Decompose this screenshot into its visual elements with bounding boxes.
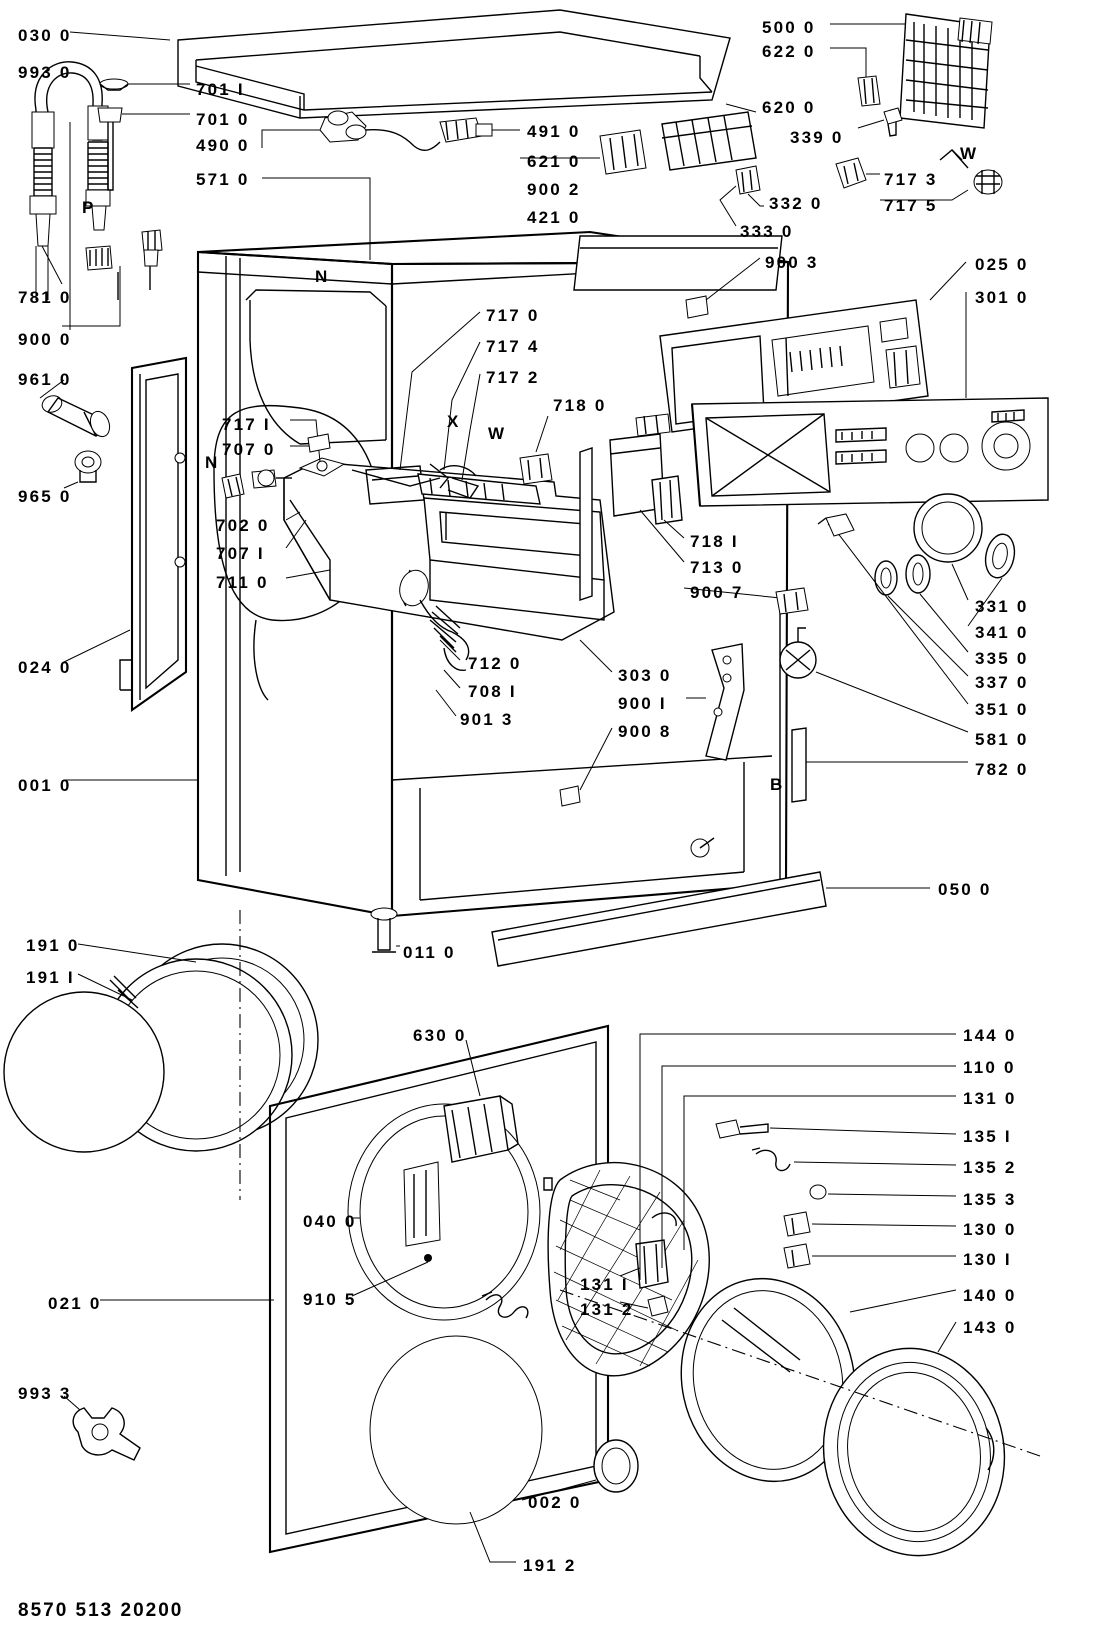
callout-131-1: 131 I xyxy=(580,1275,629,1294)
callout-421-0: 421 0 xyxy=(527,208,581,227)
callout-135-3: 135 3 xyxy=(963,1190,1017,1209)
part-701 xyxy=(98,79,190,190)
callout-718-1: 718 I xyxy=(690,532,739,551)
callout-630-0: 630 0 xyxy=(413,1026,467,1045)
callout-050-0: 050 0 xyxy=(938,880,992,899)
callout-910-5: 910 5 xyxy=(303,1290,357,1309)
callout-717-3: 717 3 xyxy=(884,170,938,189)
callout-140-0: 140 0 xyxy=(963,1286,1017,1305)
marker-w1: W xyxy=(488,424,507,443)
callout-135-1: 135 I xyxy=(963,1127,1012,1146)
callout-707-1: 707 I xyxy=(216,544,265,563)
callout-717-4: 717 4 xyxy=(486,337,540,356)
marker-p: P xyxy=(82,198,96,217)
callout-131-2: 131 2 xyxy=(580,1300,634,1319)
part-620-connector-block xyxy=(662,104,756,170)
part-500-main-board xyxy=(830,14,992,128)
callout-713-0: 713 0 xyxy=(690,558,744,577)
callout-301-0: 301 0 xyxy=(975,288,1029,307)
marker-n1: N xyxy=(315,267,330,286)
callout-701-1: 701 I xyxy=(196,80,245,99)
callout-702-0: 702 0 xyxy=(216,516,270,535)
callout-332-0: 332 0 xyxy=(769,194,823,213)
callout-491-0: 491 0 xyxy=(527,122,581,141)
callout-040-0: 040 0 xyxy=(303,1212,357,1231)
callout-782-0: 782 0 xyxy=(975,760,1029,779)
part-711-drawer-housing xyxy=(284,458,614,670)
part-024-side-panel xyxy=(64,358,186,710)
part-hose-clamps xyxy=(86,230,162,300)
callout-303-0: 303 0 xyxy=(618,666,672,685)
callout-718-0: 718 0 xyxy=(553,396,607,415)
callout-900-3: 900 3 xyxy=(765,253,819,272)
callout-490-0: 490 0 xyxy=(196,136,250,155)
callout-191-1: 191 I xyxy=(26,968,75,987)
callout-030-0: 030 0 xyxy=(18,26,72,45)
callout-021-0: 021 0 xyxy=(48,1294,102,1313)
callout-571-0: 571 0 xyxy=(196,170,250,189)
callout-717-1: 717 I xyxy=(222,415,271,434)
callout-717-0: 717 0 xyxy=(486,306,540,325)
callout-024-0: 024 0 xyxy=(18,658,72,677)
callout-717-5: 717 5 xyxy=(884,196,938,215)
callout-333-0: 333 0 xyxy=(740,222,794,241)
part-knobs-group xyxy=(780,494,1018,802)
callout-901-3: 901 3 xyxy=(460,710,514,729)
callout-130-1: 130 I xyxy=(963,1250,1012,1269)
callout-781-0: 781 0 xyxy=(18,288,72,307)
callout-131-0: 131 0 xyxy=(963,1089,1017,1108)
part-961-965 xyxy=(40,380,113,488)
callout-341-0: 341 0 xyxy=(975,623,1029,642)
callout-191-2: 191 2 xyxy=(523,1556,577,1575)
callout-144-0: 144 0 xyxy=(963,1026,1017,1045)
callout-961-0: 961 0 xyxy=(18,370,72,389)
part-900-3-rail xyxy=(574,236,782,318)
callout-025-0: 025 0 xyxy=(975,255,1029,274)
callout-900-2: 900 2 xyxy=(527,180,581,199)
callout-993-0: 993 0 xyxy=(18,63,72,82)
part-622-connector xyxy=(858,76,880,106)
part-993-3-spanner xyxy=(64,1396,140,1460)
callout-717-2: 717 2 xyxy=(486,368,540,387)
callout-135-2: 135 2 xyxy=(963,1158,1017,1177)
callout-500-0: 500 0 xyxy=(762,18,816,37)
part-lid-030 xyxy=(178,10,730,118)
callout-335-0: 335 0 xyxy=(975,649,1029,668)
callout-143-0: 143 0 xyxy=(963,1318,1017,1337)
callout-337-0: 337 0 xyxy=(975,673,1029,692)
callout-130-0: 130 0 xyxy=(963,1220,1017,1239)
part-630-door-switch xyxy=(444,1040,518,1162)
callout-110-0: 110 0 xyxy=(963,1058,1016,1077)
marker-b: B xyxy=(770,775,785,794)
part-339-screw xyxy=(858,108,902,136)
callout-993-3: 993 3 xyxy=(18,1384,72,1403)
callout-707-0: 707 0 xyxy=(222,440,276,459)
callout-011-0: 011 0 xyxy=(403,943,456,962)
callout-900-1: 900 I xyxy=(618,694,667,713)
callout-711-0: 711 0 xyxy=(216,573,269,592)
callout-351-0: 351 0 xyxy=(975,700,1029,719)
callout-001-0: 001 0 xyxy=(18,776,72,795)
document-code: 8570 513 20200 xyxy=(18,1600,184,1621)
callout-900-7: 900 7 xyxy=(690,583,744,602)
callout-900-8: 900 8 xyxy=(618,722,672,741)
callout-620-0: 620 0 xyxy=(762,98,816,117)
callout-581-0: 581 0 xyxy=(975,730,1029,749)
callout-965-0: 965 0 xyxy=(18,487,72,506)
part-050-plinth xyxy=(492,872,930,966)
part-332-333 xyxy=(720,166,764,226)
marker-w2: W xyxy=(960,144,979,163)
callout-621-0: 621 0 xyxy=(527,152,581,171)
callout-339-0: 339 0 xyxy=(790,128,844,147)
callout-191-0: 191 0 xyxy=(26,936,80,955)
marker-n2: N xyxy=(205,453,220,472)
marker-x: X xyxy=(447,412,461,431)
callout-712-0: 712 0 xyxy=(468,654,522,673)
callout-900-0: 900 0 xyxy=(18,330,72,349)
part-011-foot xyxy=(371,908,400,952)
callout-622-0: 622 0 xyxy=(762,42,816,61)
callout-002-0: 002 0 xyxy=(528,1493,582,1512)
callout-331-0: 331 0 xyxy=(975,597,1029,616)
callout-708-1: 708 I xyxy=(468,682,517,701)
callout-701-0: 701 0 xyxy=(196,110,250,129)
